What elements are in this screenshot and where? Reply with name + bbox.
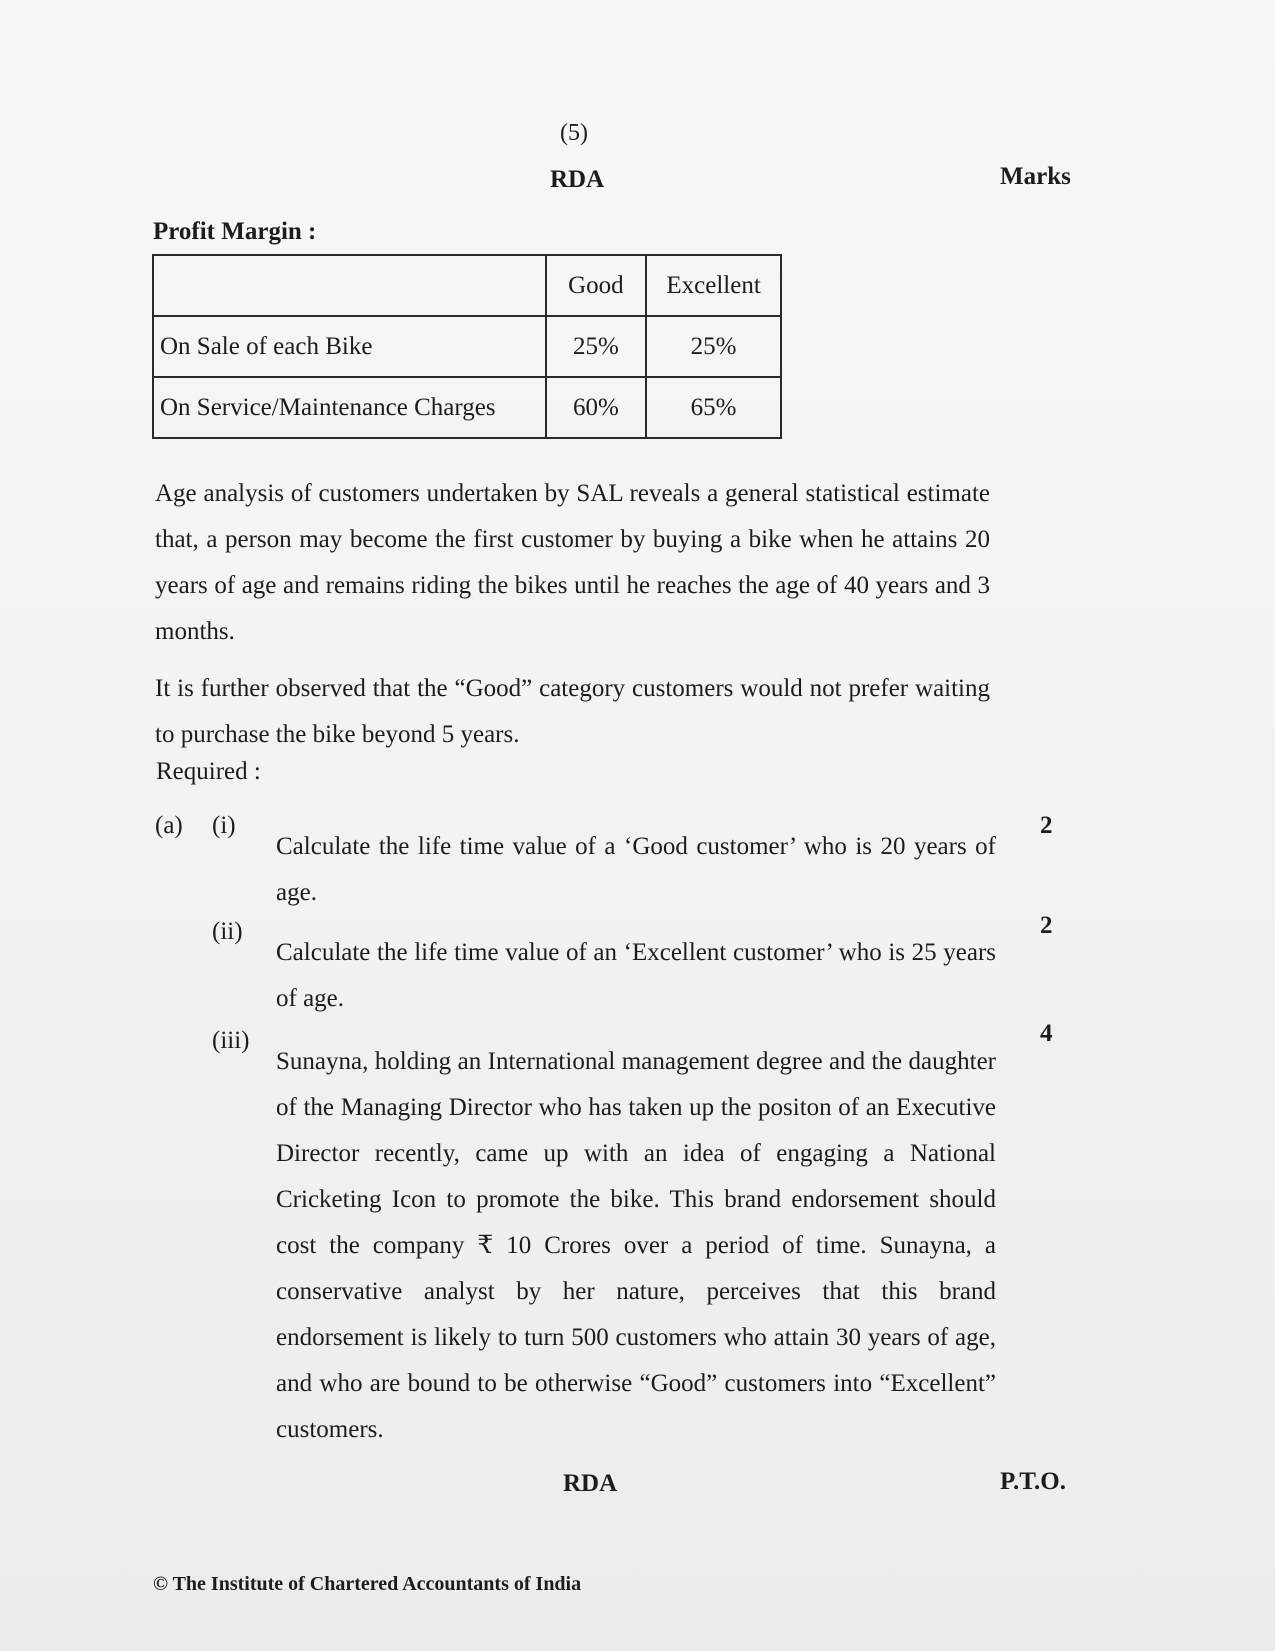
paper-code-footer: RDA [563, 1470, 618, 1497]
copyright-notice: © The Institute of Chartered Accountants of India [153, 1573, 582, 1595]
question-text: Sunayna, holding an International management degree and the daughter of the Managing Director who has taken up the positon of an Executive Director recently, came up with an idea of engaging a National Cricketing Icon to promote the bike. This brand endorsement should cost the company ₹ 10 Crores over a period of time. Sunayna, a conservative analyst by her nature, perceives that this brand endorsement is likely to turn 500 customers who attain 30 years of age, and who are bound to be otherwise “Good” customers into “Excellent” customers. [276, 1048, 996, 1443]
pto-label: P.T.O. [1000, 1468, 1066, 1495]
table-row [153, 316, 781, 377]
table-header-cell [153, 255, 546, 316]
question-marks: 4 [1040, 1020, 1053, 1047]
age-analysis-paragraph: Age analysis of customers undertaken by SAL reveals a general statistical estimate that, a person may become the first customer by buying a bike when he attains 20 years of age and remains riding the bikes until he reaches the age of 40 years and 3 months. [155, 480, 990, 645]
table-cell-label: On Sale of each Bike [153, 316, 546, 377]
question-text: Calculate the life time value of an ‘Excellent customer’ who is 25 years of age. [276, 939, 996, 1012]
table-header-row [153, 255, 781, 316]
question-marks: 2 [1040, 912, 1053, 939]
marks-column-header: Marks [1000, 163, 1071, 190]
required-heading: Required : [156, 758, 261, 785]
table-cell-excellent: 65% [646, 377, 781, 438]
question-sub-label: (ii) [212, 918, 243, 945]
question-text: Calculate the life time value of a ‘Good customer’ who is 20 years of age. [276, 833, 996, 906]
table-cell-good: 60% [546, 377, 647, 438]
question-sub-label: (i) [212, 812, 236, 839]
table-cell-label: On Service/Maintenance Charges [153, 377, 546, 438]
table-cell-good: 25% [546, 316, 647, 377]
paper-code-header: RDA [550, 166, 605, 193]
table-header-cell: Excellent [646, 255, 781, 316]
profit-margin-title: Profit Margin : [153, 218, 317, 245]
question-part-label: (a) [155, 812, 183, 839]
question-marks: 2 [1040, 812, 1053, 839]
page-number: (5) [560, 120, 588, 146]
good-category-paragraph: It is further observed that the “Good” category customers would not prefer waiting to purchase the bike beyond 5 years. [155, 675, 990, 748]
table-row [153, 377, 781, 438]
question-sub-label: (iii) [212, 1027, 250, 1054]
profit-margin-table [152, 254, 782, 439]
table-header-cell: Good [546, 255, 647, 316]
table-cell-excellent: 25% [646, 316, 781, 377]
